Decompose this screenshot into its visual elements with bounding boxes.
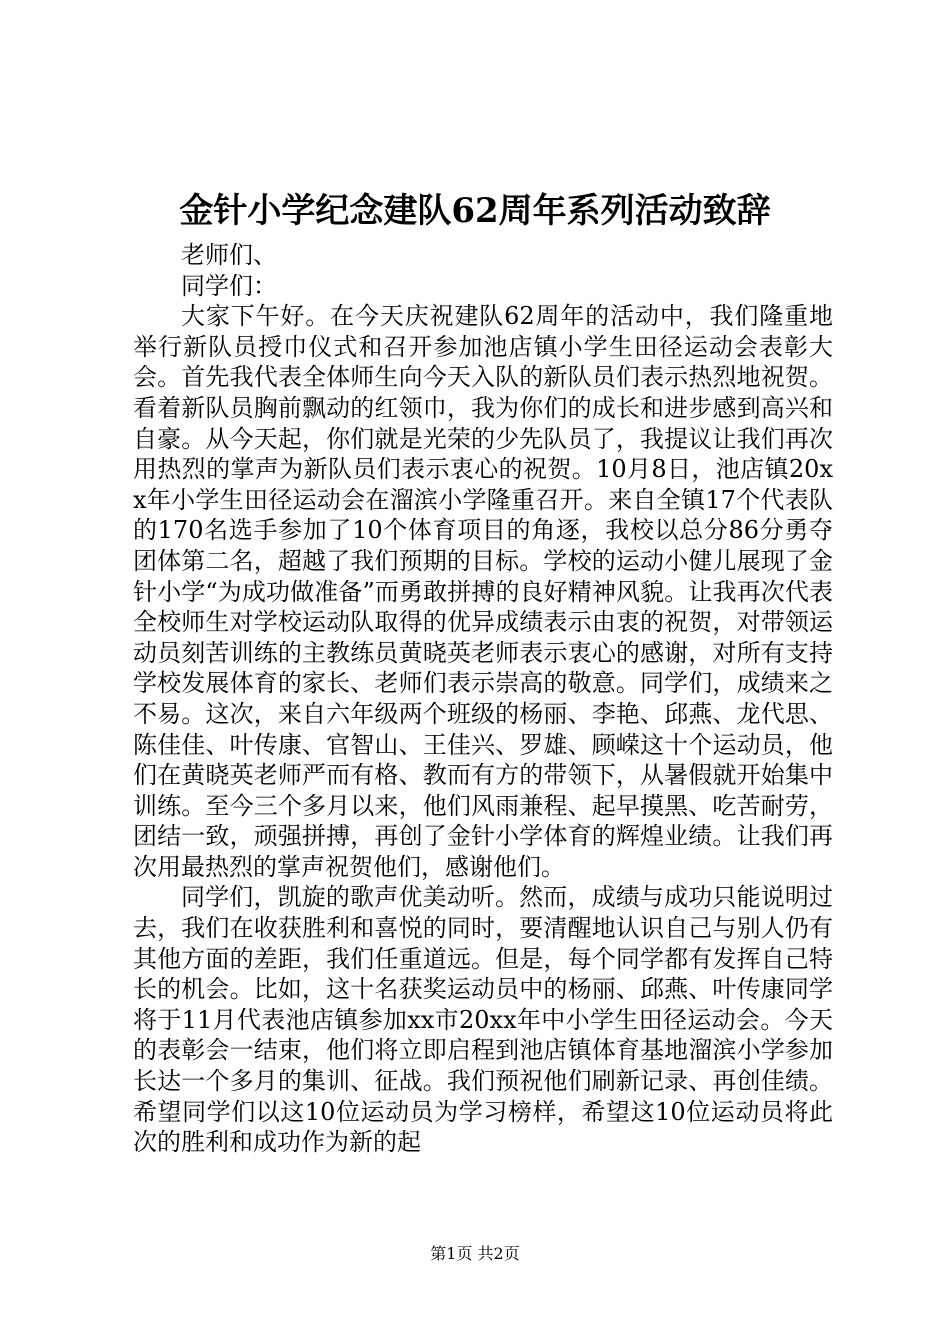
document-body [133, 240, 833, 1158]
body-paragraph: 同学们，凯旋的歌声优美动听。然而，成绩与成功只能说明过去，我们在收获胜利和喜悦的同时，要清醒地认识自己与别人仍有其他方面的差距，我们任重道远。但是，每个同学都有发挥自己特长的机会。比如，这十名获奖运动员中的杨丽、邱燕、叶传康同学将于11月代表池店镇参加xx市20xx年中小学生田径运动会。今天的表彰会一结束，他们将立即启程到池店镇体育基地溜滨小学参加长达一个多月的集训、征战。我们预祝他们刷新记录、再创佳绩。希望同学们以这10位运动员为学习榜样，希望这10位运动员将此次的胜利和成功作为新的起 [133, 883, 833, 1157]
salutation-students: 同学们： [181, 271, 277, 300]
document-title: 金针小学纪念建队62周年系列活动致辞 [179, 191, 771, 231]
salutation-teachers: 老师们、 [181, 241, 277, 269]
page-number-footer: 第1页 共2页 [430, 1244, 520, 1263]
body-paragraph: 大家下午好。在今天庆祝建队62周年的活动中，我们隆重地举行新队员授巾仪式和召开参加池店镇小学生田径运动会表彰大会。首先我代表全体师生向今天入队的新队员们表示热烈地祝贺。看着新队员胸前飘动的红领巾，我为你们的成长和进步感到高兴和自豪。从今天起，你们就是光荣的少先队员了，我提议让我们再次用热烈的掌声为新队员们表示衷心的祝贺。10月8日，池店镇20xx年小学生田径运动会在溜滨小学隆重召开。来自全镇17个代表队的170名选手参加了10个体育项目的角逐，我校以总分86分勇夺团体第二名，超越了我们预期的目标。学校的运动小健儿展现了金针小学“为成功做准备”而勇敢拼搏的良好精神风貌。让我再次代表全校师生对学校运动队取得的优异成绩表示由衷的祝贺，对带领运动员刻苦训练的主教练员黄晓英老师表示衷心的感谢，对所有支持学校发展体育的家长、老师们表示崇高的敬意。同学们，成绩来之不易。这次，来自六年级两个班级的杨丽、李艳、邱燕、龙代思、陈佳佳、叶传康、官智山、王佳兴、罗雄、顾嵘这十个运动员，他们在黄晓英老师严而有格、教而有方的带领下，从暑假就开始集中训练。至今三个多月以来，他们风雨兼程、起早摸黑、吃苦耐劳，团结一致，顽强拼搏，再创了金针小学体育的辉煌业绩。让我们再次用最热烈的掌声祝贺他们，感谢他们。 [133, 302, 833, 881]
